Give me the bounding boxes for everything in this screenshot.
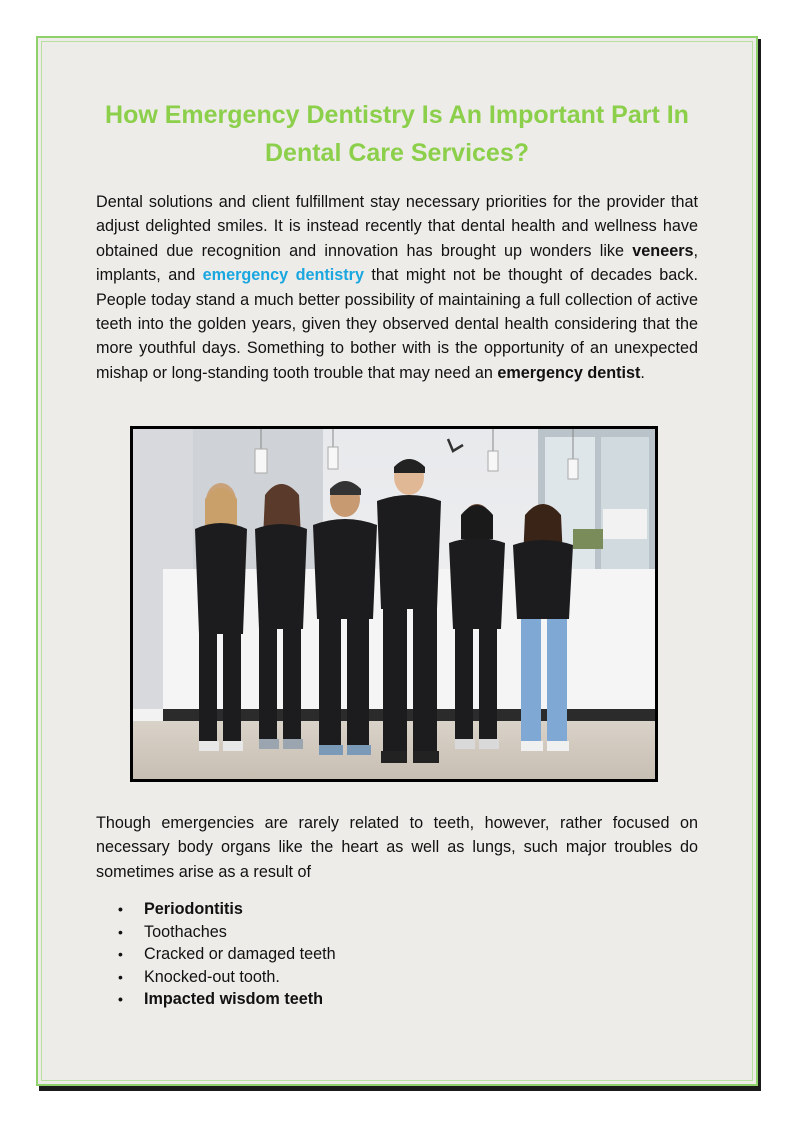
team-photo bbox=[130, 426, 658, 782]
article-title: How Emergency Dentistry Is An Important Part In Dental Care Services? bbox=[105, 101, 689, 167]
intro-text-1: Dental solutions and client fulfillment stay necessary priorities for the provider that adjust delighted smiles. It is instead recently that dental health and wellness have obtained due recognition and innovation has brought up wonders like bbox=[96, 193, 698, 260]
list-item: • Periodontitis bbox=[96, 898, 656, 921]
list-item: • Knocked-out tooth. bbox=[96, 966, 656, 989]
emergency-dentist-bold: emergency dentist bbox=[497, 363, 641, 382]
emergency-dentistry-link[interactable]: emergency dentistry bbox=[202, 266, 364, 285]
list-item: • Toothaches bbox=[96, 921, 656, 944]
list-item: • Impacted wisdom teeth bbox=[96, 988, 656, 1011]
intro-paragraph bbox=[96, 190, 698, 385]
article-body bbox=[96, 96, 698, 385]
emergency-list bbox=[96, 898, 656, 1011]
team-photo-illustration bbox=[133, 429, 655, 779]
veneers-bold: veneers bbox=[632, 241, 694, 260]
intro-text-4: . bbox=[640, 363, 645, 382]
intro-text-2: , implants, and bbox=[96, 241, 698, 285]
emergencies-paragraph: Though emergencies are rarely related to teeth, however, rather focused on necessary body organs like the heart as well as lungs, such major troubles do sometimes arise as a result of bbox=[96, 814, 698, 881]
intro-text-3: that might not be thought of decades back. People today stand a much better possibility of maintaining a full collection of active teeth into the golden years, given they observed dental health considering that the more youthful days. Something to bother with is the opportunity of an unexpected mishap or long-standing tooth trouble that may need an bbox=[96, 266, 698, 382]
list-item: • Cracked or damaged teeth bbox=[96, 943, 656, 966]
